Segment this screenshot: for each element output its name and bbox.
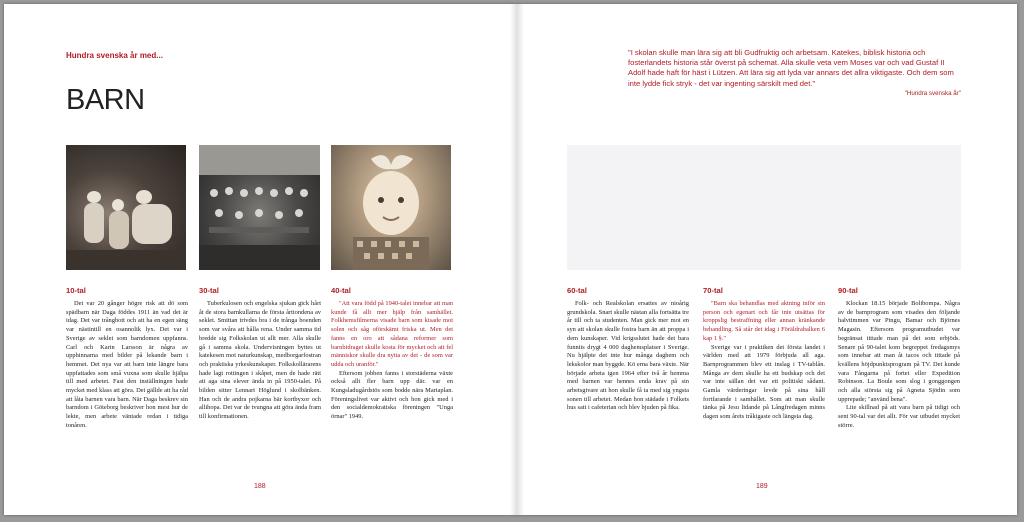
page-number-right: 189 — [756, 483, 768, 490]
quote-source: "Hundra svenska år" — [904, 90, 961, 97]
book-gutter — [510, 4, 524, 515]
page-title: BARN — [66, 84, 145, 116]
photo-girl-with-bow — [331, 145, 451, 270]
body-paragraph: Det var 20 gånger högre risk att dö som spädbarn när Daga föddes 1911 än vad det är idag. Det var trångbott och att ha en egen säng var nästintill en osannolik lyx. Det var i Sverige av seklet som barndomen uppfanns. Carl och Karin Larsson är några av upphinnarna med bilder på lekande barn i hemmet. Det nya var att barn inte längre bara uppfattades som små vuxna som skulle hjälpa till med arbetet. Fast den inställningen hade mycket med klass att göra. Det gällde att ha råd att låta barnen vara barn. När Daga beskrev sin barndom i Göteborg beskriver hon mest hur de lekte, men arbete väntade redan i tidiga tonåren. — [66, 300, 188, 429]
body-paragraph: Sverige var i praktiken det första landet i världen med att 1979 förbjuda all aga. Barnprogrammen blev ett inslag i TV-tablån. Många av dem skulle ha ett budskap och det var inte sällan det var ett politiskt sådant. Gamla värderingar levde på sina håll fortfarande i samhället. Som att man skulle tänka på Jesu lidande på Långfredagen minns dagen som årets tråkigaste och längsta dag. — [703, 343, 825, 421]
decade-heading-60s: 60-tal — [567, 286, 587, 295]
text-column-70s — [703, 300, 825, 422]
body-paragraph: Folk- och Realskolan ersattes av nioårig grundskola. Snart skulle nästan alla fortsätta tre år till och ta studenten. Man gick mer mot en syn att skolan skulle fostra barn än att proppa i dem kunskaper. Vid krigsslutet hade det bara funnits drygt 4 000 daghemsplatser i Sverige. Nu hjälpte det inte hur många daghem och lekskolor man byggde. Kö erna bara växte. När började arbeta igen 1964 efter två år hemma med barnen var hennes enda krav på sin arbetsgivare att hon skulle få ta med sig yngsta sonen till arbetet. Medan hon städade i Folkets hus satt i cafeterian och blev bjuden på fika. — [567, 300, 689, 412]
decade-heading-30s: 30-tal — [199, 286, 219, 295]
text-column-60s — [567, 300, 689, 413]
top-quote: "I skolan skulle man lära sig att bli Gudfruktig och arbetsam. Katekes, biblisk historia och fosterlandets historia står överst på schemat. Alla skulle veta vem Moses var och vad Gustaf II Adolf hade haft för häst i Lützen. Att lära sig att lyda var annars det allra viktigaste. Och dem som inte lydde fick stryk - det var ingenting särskilt med det." — [628, 48, 954, 88]
pull-quote: "Barn ska behandlas med aktning inför sin person och egenart och får inte utsättas för kroppslig bestraffning eller annan kränkande behandling. Så står det idag i Föräldrabalken 6 kap 1 §." — [703, 300, 825, 342]
text-column-90s — [838, 300, 960, 431]
text-column-10s — [66, 300, 188, 431]
page-number-left: 188 — [254, 483, 266, 490]
photo-children-garden — [66, 145, 186, 270]
body-paragraph: Lite skillnad på att vara barn på tidigt och sent 90-tal var det allt. För var utbudet mycket större. — [838, 404, 960, 429]
body-paragraph: Klockan 18.15 började Bolibompa. Några av de barnprogram som visades den följande halvtimmen var Pingu, Bamar och Björnes Magasin. Eftersom programutbudet var begränsat tittade man på det som erbjöds. Senare på 90-talet kom begreppet fredagsmys som innebar att man åt tacos och tittade på kvällens höjdpunktsprogram på TV. Det kunde vara Fångarna på fortet eller Expedition Robinson. La Boule som slog i gonggongen och alla största sig på Agneta Sjödin som upprepade; "använd bena". — [838, 300, 960, 403]
body-paragraph: Tuberkulosen och engelska sjukan gick hårt åt de stora barnkullarna de första årtiondena av seklet. Smittan trivdes bra i de trånga boenden som var svåra att hålla rena. Under samma tid bredde sig Folkskolan ut allt mer. Alla skulle gå i samma skola. Undervisningen byttes ut katekesen mot naturkunskap, medborgarfostran och praktiska yrkeskunskaper. Folkskollärarens hade lagt rottingen i skåpet, men de hade rätt att aga sina elever ända in på 1950-talet. På bilden sitter Lennart Höglund i skolbänken. Han och de andra pojkarna bär kortbyxor och allihopa. Det var de tvungna att göra ända fram till konfirmationen. — [199, 300, 321, 421]
series-kicker: Hundra svenska år med... — [66, 51, 163, 60]
decade-heading-40s: 40-tal — [331, 286, 351, 295]
photo-school-class — [199, 145, 320, 270]
decade-heading-70s: 70-tal — [703, 286, 723, 295]
text-column-30s — [199, 300, 321, 422]
decade-heading-90s: 90-tal — [838, 286, 858, 295]
body-paragraph: Eftersom jobben fanns i storstäderna växte också allt fler barn upp där. var en Kungsladugårdstös som bodde nära Mariaplan. Föreningslivet var aktivt och hon gick med i den socialdemokratiska föreningen "Unga örnar" 1949. — [331, 369, 453, 421]
image-placeholder — [567, 145, 961, 270]
pull-quote: "Att vara född på 1940-talet innebar att man kunde få allt mer hjälp från samhället. Folkhemsfilmerna visade barn som kisade mot solen och såg oförskämt friska ut. Men det fanns en oro att sådana reformer som barnbidraget skulle kosta för mycket och att fel människor skulle dra nytta av det - de som var udda och uranför." — [331, 300, 453, 368]
decade-heading-10s: 10-tal — [66, 286, 86, 295]
text-column-40s — [331, 300, 453, 422]
book-spread — [4, 4, 1017, 515]
